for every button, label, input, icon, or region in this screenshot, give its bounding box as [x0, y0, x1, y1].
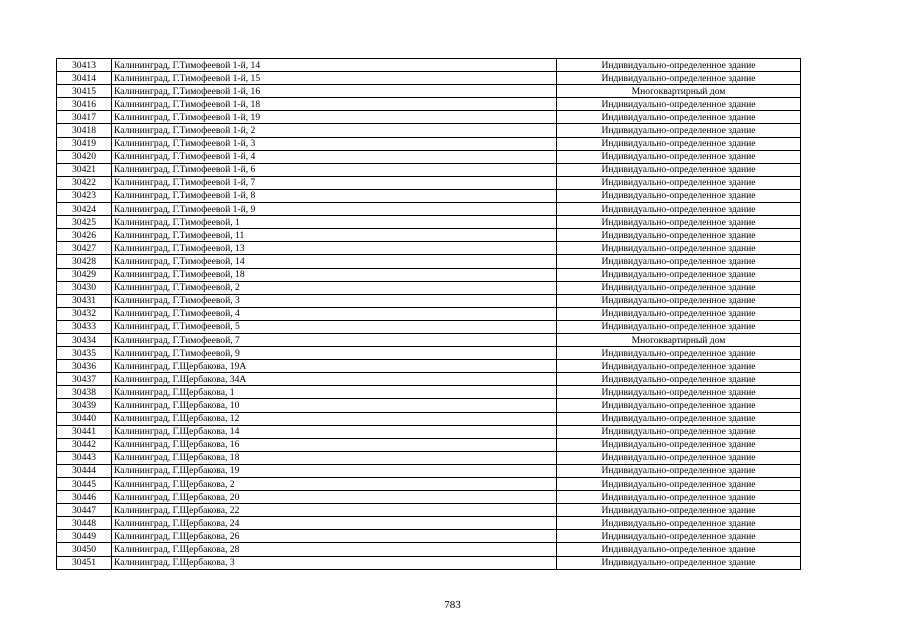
row-building-type: Индивидуально-определенное здание	[557, 176, 801, 189]
row-id: 30427	[57, 242, 112, 255]
row-building-type: Индивидуально-определенное здание	[557, 347, 801, 360]
row-building-type: Индивидуально-определенное здание	[557, 373, 801, 386]
row-building-type: Индивидуально-определенное здание	[557, 543, 801, 556]
row-id: 30448	[57, 517, 112, 530]
table-row	[57, 556, 801, 569]
row-address: Калининград, Г.Тимофеевой, 13	[112, 242, 557, 255]
row-address: Калининград, Г.Тимофеевой, 9	[112, 347, 557, 360]
row-building-type: Индивидуально-определенное здание	[557, 294, 801, 307]
table-row	[57, 255, 801, 268]
row-id: 30426	[57, 229, 112, 242]
row-address: Калининград, Г.Тимофеевой, 3	[112, 294, 557, 307]
row-address: Калининград, Г.Щербакова, 2	[112, 478, 557, 491]
row-id: 30434	[57, 333, 112, 346]
row-id: 30428	[57, 255, 112, 268]
row-address: Калининград, Г.Тимофеевой, 1	[112, 216, 557, 229]
row-building-type: Индивидуально-определенное здание	[557, 438, 801, 451]
row-address: Калининград, Г.Тимофеевой 1-й, 7	[112, 176, 557, 189]
row-id: 30425	[57, 216, 112, 229]
row-id: 30430	[57, 281, 112, 294]
table-row	[57, 72, 801, 85]
row-address: Калининград, Г.Тимофеевой 1-й, 4	[112, 150, 557, 163]
row-building-type: Индивидуально-определенное здание	[557, 320, 801, 333]
row-id: 30437	[57, 373, 112, 386]
registry-table-body	[57, 59, 801, 570]
row-address: Калининград, Г.Тимофеевой 1-й, 3	[112, 137, 557, 150]
row-building-type: Индивидуально-определенное здание	[557, 124, 801, 137]
table-row	[57, 281, 801, 294]
row-id: 30439	[57, 399, 112, 412]
registry-table	[56, 58, 801, 570]
table-row	[57, 124, 801, 137]
row-building-type: Индивидуально-определенное здание	[557, 451, 801, 464]
row-id: 30423	[57, 189, 112, 202]
row-building-type: Индивидуально-определенное здание	[557, 491, 801, 504]
row-building-type: Индивидуально-определенное здание	[557, 163, 801, 176]
table-row	[57, 386, 801, 399]
table-row	[57, 59, 801, 72]
row-address: Калининград, Г.Щербакова, 28	[112, 543, 557, 556]
table-row	[57, 216, 801, 229]
row-building-type: Индивидуально-определенное здание	[557, 72, 801, 85]
row-id: 30418	[57, 124, 112, 137]
row-id: 30415	[57, 85, 112, 98]
row-building-type: Индивидуально-определенное здание	[557, 399, 801, 412]
table-row	[57, 491, 801, 504]
row-id: 30447	[57, 504, 112, 517]
row-address: Калининград, Г.Щербакова, 18	[112, 451, 557, 464]
table-row	[57, 517, 801, 530]
row-address: Калининград, Г.Щербакова, 24	[112, 517, 557, 530]
row-building-type: Индивидуально-определенное здание	[557, 203, 801, 216]
row-address: Калининград, Г.Тимофеевой 1-й, 15	[112, 72, 557, 85]
row-address: Калининград, Г.Щербакова, 20	[112, 491, 557, 504]
row-address: Калининград, Г.Тимофеевой, 18	[112, 268, 557, 281]
row-building-type: Индивидуально-определенное здание	[557, 464, 801, 477]
row-id: 30432	[57, 307, 112, 320]
row-address: Калининград, Г.Тимофеевой, 11	[112, 229, 557, 242]
row-building-type: Индивидуально-определенное здание	[557, 386, 801, 399]
row-id: 30416	[57, 98, 112, 111]
row-building-type: Индивидуально-определенное здание	[557, 59, 801, 72]
row-id: 30451	[57, 556, 112, 569]
row-address: Калининград, Г.Тимофеевой, 7	[112, 333, 557, 346]
row-building-type: Индивидуально-определенное здание	[557, 504, 801, 517]
table-row	[57, 111, 801, 124]
row-id: 30429	[57, 268, 112, 281]
row-address: Калининград, Г.Тимофеевой, 2	[112, 281, 557, 294]
table-row	[57, 425, 801, 438]
row-building-type: Индивидуально-определенное здание	[557, 189, 801, 202]
table-row	[57, 150, 801, 163]
row-id: 30420	[57, 150, 112, 163]
row-address: Калининград, Г.Тимофеевой 1-й, 16	[112, 85, 557, 98]
row-building-type: Индивидуально-определенное здание	[557, 412, 801, 425]
row-id: 30435	[57, 347, 112, 360]
row-building-type: Индивидуально-определенное здание	[557, 98, 801, 111]
row-address: Калининград, Г.Щербакова, 22	[112, 504, 557, 517]
registry-sheet	[56, 58, 797, 570]
table-row	[57, 412, 801, 425]
row-id: 30441	[57, 425, 112, 438]
table-row	[57, 176, 801, 189]
table-row	[57, 464, 801, 477]
table-row	[57, 478, 801, 491]
row-building-type: Многоквартирный дом	[557, 333, 801, 346]
row-building-type: Индивидуально-определенное здание	[557, 281, 801, 294]
table-row	[57, 163, 801, 176]
table-row	[57, 229, 801, 242]
table-row	[57, 438, 801, 451]
row-address: Калининград, Г.Тимофеевой 1-й, 18	[112, 98, 557, 111]
table-row	[57, 307, 801, 320]
row-address: Калининград, Г.Щербакова, 19	[112, 464, 557, 477]
row-id: 30438	[57, 386, 112, 399]
table-row	[57, 320, 801, 333]
row-address: Калининград, Г.Тимофеевой 1-й, 2	[112, 124, 557, 137]
row-id: 30445	[57, 478, 112, 491]
table-row	[57, 347, 801, 360]
row-id: 30436	[57, 360, 112, 373]
row-building-type: Индивидуально-определенное здание	[557, 425, 801, 438]
row-building-type: Многоквартирный дом	[557, 85, 801, 98]
row-address: Калининград, Г.Тимофеевой 1-й, 9	[112, 203, 557, 216]
table-row	[57, 85, 801, 98]
row-id: 30424	[57, 203, 112, 216]
row-building-type: Индивидуально-определенное здание	[557, 307, 801, 320]
table-row	[57, 333, 801, 346]
table-row	[57, 451, 801, 464]
row-building-type: Индивидуально-определенное здание	[557, 517, 801, 530]
row-building-type: Индивидуально-определенное здание	[557, 137, 801, 150]
row-id: 30450	[57, 543, 112, 556]
row-id: 30449	[57, 530, 112, 543]
row-address: Калининград, Г.Щербакова, 1	[112, 386, 557, 399]
row-address: Калининград, Г.Тимофеевой, 5	[112, 320, 557, 333]
row-address: Калининград, Г.Щербакова, 26	[112, 530, 557, 543]
row-id: 30417	[57, 111, 112, 124]
row-building-type: Индивидуально-определенное здание	[557, 229, 801, 242]
row-address: Калининград, Г.Щербакова, 16	[112, 438, 557, 451]
row-id: 30446	[57, 491, 112, 504]
row-building-type: Индивидуально-определенное здание	[557, 242, 801, 255]
table-row	[57, 268, 801, 281]
row-address: Калининград, Г.Тимофеевой 1-й, 19	[112, 111, 557, 124]
row-address: Калининград, Г.Щербакова, 10	[112, 399, 557, 412]
table-row	[57, 543, 801, 556]
row-address: Калининград, Г.Щербакова, 34А	[112, 373, 557, 386]
row-address: Калининград, Г.Щербакова, 19А	[112, 360, 557, 373]
row-id: 30440	[57, 412, 112, 425]
table-row	[57, 504, 801, 517]
table-row	[57, 137, 801, 150]
row-id: 30413	[57, 59, 112, 72]
row-building-type: Индивидуально-определенное здание	[557, 150, 801, 163]
row-address: Калининград, Г.Тимофеевой 1-й, 14	[112, 59, 557, 72]
row-id: 30431	[57, 294, 112, 307]
table-row	[57, 373, 801, 386]
table-row	[57, 294, 801, 307]
table-row	[57, 203, 801, 216]
row-id: 30419	[57, 137, 112, 150]
row-address: Калининград, Г.Щербакова, 3	[112, 556, 557, 569]
row-building-type: Индивидуально-определенное здание	[557, 255, 801, 268]
row-building-type: Индивидуально-определенное здание	[557, 216, 801, 229]
row-address: Калининград, Г.Тимофеевой 1-й, 8	[112, 189, 557, 202]
row-address: Калининград, Г.Щербакова, 14	[112, 425, 557, 438]
row-id: 30444	[57, 464, 112, 477]
row-id: 30421	[57, 163, 112, 176]
row-address: Калининград, Г.Тимофеевой 1-й, 6	[112, 163, 557, 176]
row-id: 30433	[57, 320, 112, 333]
row-id: 30442	[57, 438, 112, 451]
table-row	[57, 242, 801, 255]
row-id: 30422	[57, 176, 112, 189]
row-id: 30443	[57, 451, 112, 464]
table-row	[57, 98, 801, 111]
row-building-type: Индивидуально-определенное здание	[557, 111, 801, 124]
row-building-type: Индивидуально-определенное здание	[557, 530, 801, 543]
table-row	[57, 189, 801, 202]
row-address: Калининград, Г.Тимофеевой, 14	[112, 255, 557, 268]
table-row	[57, 360, 801, 373]
row-id: 30414	[57, 72, 112, 85]
row-address: Калининград, Г.Тимофеевой, 4	[112, 307, 557, 320]
row-building-type: Индивидуально-определенное здание	[557, 556, 801, 569]
table-row	[57, 399, 801, 412]
row-building-type: Индивидуально-определенное здание	[557, 360, 801, 373]
table-row	[57, 530, 801, 543]
row-building-type: Индивидуально-определенное здание	[557, 478, 801, 491]
row-building-type: Индивидуально-определенное здание	[557, 268, 801, 281]
row-address: Калининград, Г.Щербакова, 12	[112, 412, 557, 425]
page-number: 783	[444, 599, 461, 611]
